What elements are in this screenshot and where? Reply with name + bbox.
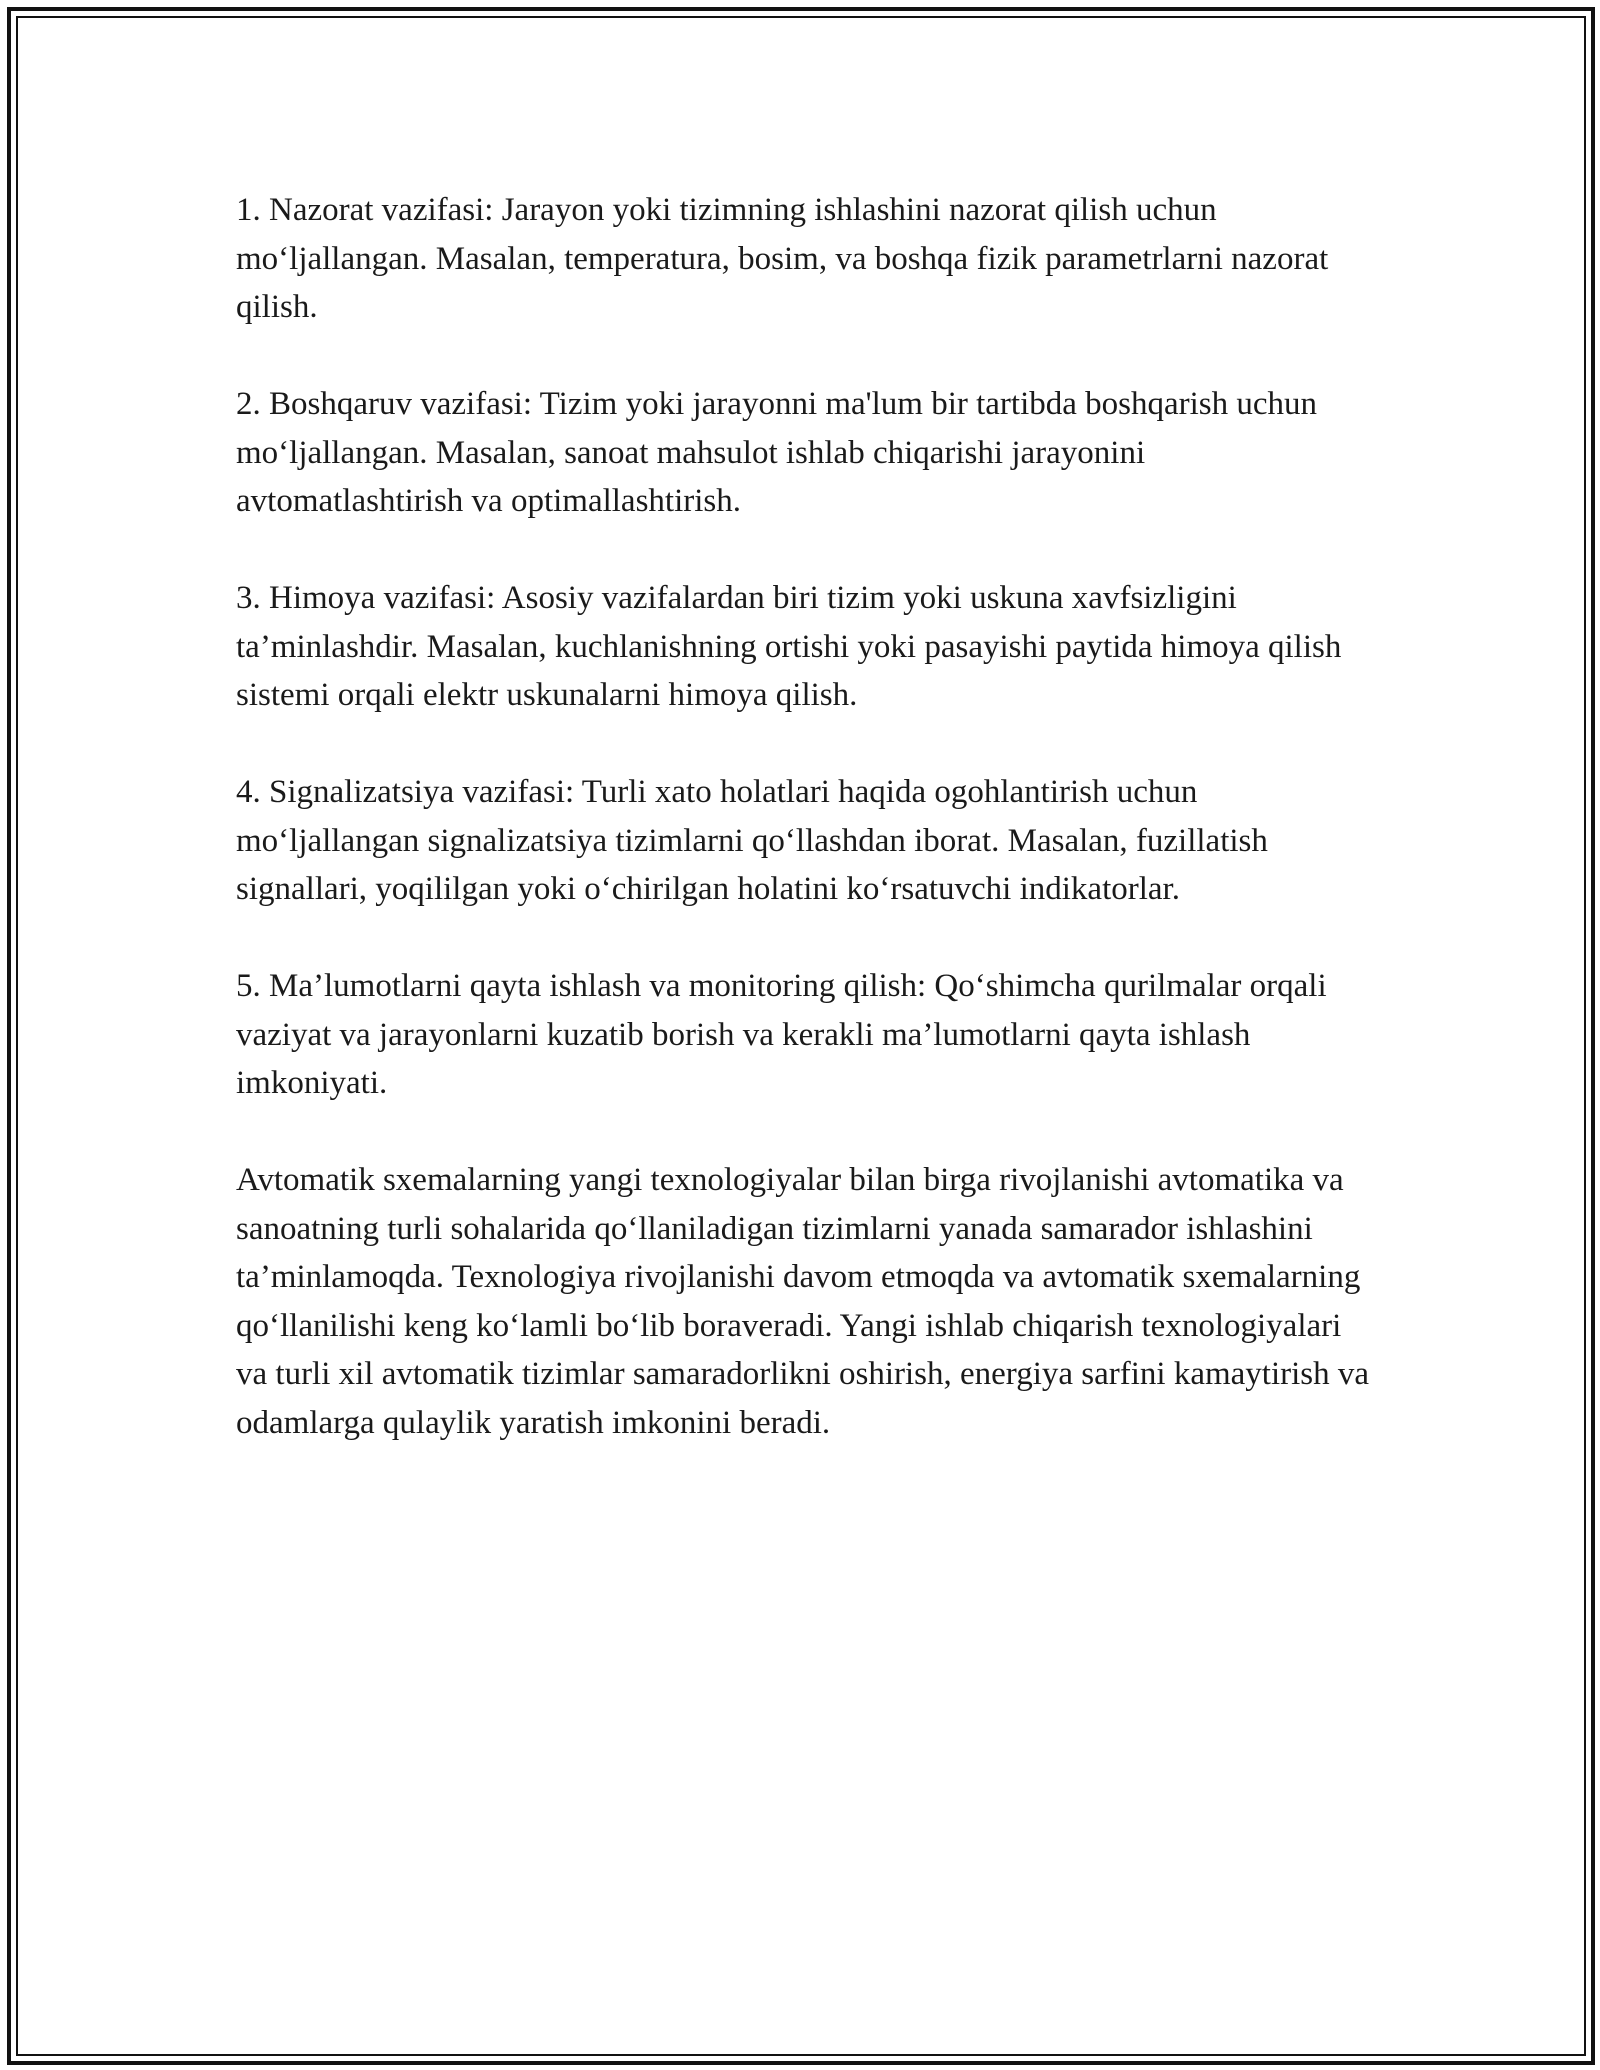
paragraph-monitoring: 5. Ma’lumotlarni qayta ishlash va monitoring qilish: Qo‘shimcha qurilmalar orqali vaziyat va jarayonlarni kuzatib borish va kerakli ma’lumotlarni qayta ishlash imkoniyati. xyxy=(236,968,1327,1101)
document-body xyxy=(236,186,1376,1496)
paragraph-nazorat: 1. Nazorat vazifasi: Jarayon yoki tizimning ishlashini nazorat qilish uchun mo‘ljallangan. Masalan, temperatura, bosim, va boshqa fizik parametrlarni nazorat qilish. xyxy=(236,192,1329,325)
paragraph-boshqaruv: 2. Boshqaruv vazifasi: Tizim yoki jarayonni ma'lum bir tartibda boshqarish uchun mo‘ljallangan. Masalan, sanoat mahsulot ishlab chiqarishi jarayonini avtomatlashtirish va optimallashtirish. xyxy=(236,386,1318,519)
paragraph-signalizatsiya: 4. Signalizatsiya vazifasi: Turli xato holatlari haqida ogohlantirish uchun mo‘ljallangan signalizatsiya tizimlarni qo‘llashdan iborat. Masalan, fuzillatish signallari, yoqililgan yoki o‘chirilgan holatini ko‘rsatuvchi indikatorlar. xyxy=(236,774,1268,907)
paragraph-himoya: 3. Himoya vazifasi: Asosiy vazifalardan biri tizim yoki uskuna xavfsizligini ta’minlashdir. Masalan, kuchlanishning ortishi yoki pasayishi paytida himoya qilish sistemi orqali elektr uskunalarni himoya qilish. xyxy=(236,580,1342,713)
paragraph-conclusion: Avtomatik sxemalarning yangi texnologiyalar bilan birga rivojlanishi avtomatika va sanoatning turli sohalarida qo‘llaniladigan tizimlarni yanada samarador ishlashini ta’minlamoqda. Texnologiya rivojlanishi davom etmoqda va avtomatik sxemalarning qo‘llanilishi keng ko‘lamli bo‘lib boraveradi. Yangi ishlab chiqarish texnologiyalari va turli xil avtomatik tizimlar samaradorlikni oshirish, energiya sarfini kamaytirish va odamlarga qulaylik yaratish imkonini beradi. xyxy=(236,1162,1370,1441)
